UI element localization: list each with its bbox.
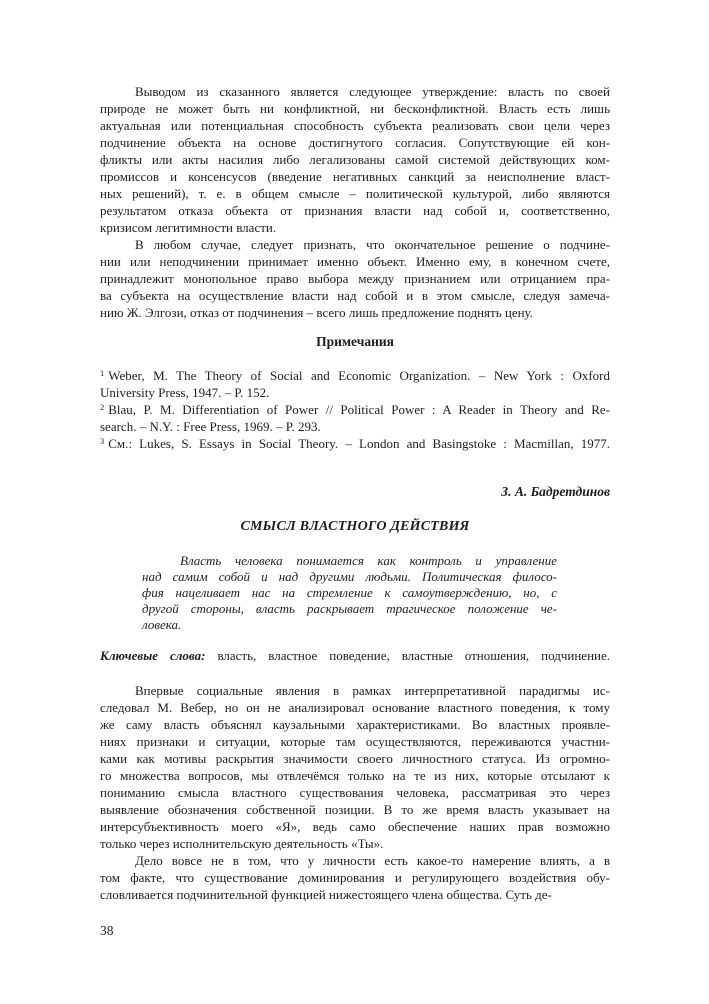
text-line: подчинение объекта на основе достигнутого согласия. Сопутствующие ей кон- <box>100 135 610 150</box>
paragraph <box>100 236 610 321</box>
keywords-label: Ключевые слова: <box>100 648 206 663</box>
text-line: ва субъекта на осуществление власти над собой и в этом смысле, следуя замеча- <box>100 288 610 303</box>
footnotes-section <box>100 367 610 452</box>
text-line: фликты или акты насилия либо легализованы самой системой действующих ком- <box>100 152 610 167</box>
text-line: пониманию смысла властного существования человека, рассматривая это через <box>100 785 610 800</box>
keywords-text: власть, властное поведение, властные отношения, подчинение. <box>217 648 611 663</box>
article-title: СМЫСЛ ВЛАСТНОГО ДЕЙСТВИЯ <box>240 519 470 534</box>
text-line: словливается подчинительной функцией нижестоящего члена общества. Суть де- <box>100 887 552 902</box>
text-line: В любом случае, следует признать, что окончательное решение о подчине- <box>135 237 610 252</box>
text-line: природе не может быть ни конфликтной, ни бесконфликтной. Власть есть лишь <box>100 101 610 116</box>
text-line: актуальная или потенциальная способность субъекта реализовать свои цели через <box>100 118 610 133</box>
footnote <box>100 401 610 435</box>
text-line: интерсубъективность моего «Я», ведь само обеспечение наших прав возможно <box>100 819 610 834</box>
text-line: нию Ж. Элгози, отказ от подчинения – всего лишь предложение поднять цену. <box>100 305 534 320</box>
footnote-line <box>100 367 610 384</box>
page-number: 38 <box>100 923 114 938</box>
abstract-line: фия нацеливает нас на стремление к самоутверждению, но, с <box>142 585 557 600</box>
text-line: го множества вопросов, мы отвлечёмся только на те из них, которые отсылают к <box>100 768 610 783</box>
author-name: З. А. Бадретдинов <box>501 484 610 499</box>
text-line: кризисом легитимности власти. <box>100 220 277 235</box>
abstract-line: другой стороны, власть раскрывает трагическое положение че- <box>142 601 557 616</box>
text-line: результатом отказа объекта от признания власти над собой и, соответственно, <box>100 203 610 218</box>
footnote <box>100 367 610 401</box>
footnote-text: См.: Lukes, S. Essays in Social Theory. – London and Basingstoke : Macmillan, 1977. <box>108 436 610 451</box>
text-line: том факте, что существование доминирования и регулирующего воздействия обу- <box>100 870 610 885</box>
text-line: ниях признаки и ситуации, которые там осуществляются, переживаются участни- <box>100 734 610 749</box>
paragraph <box>100 852 610 903</box>
footnote-line: University Press, 1947. – P. 152. <box>100 385 270 400</box>
paragraph <box>100 682 610 852</box>
footnote-text: Blau, P. M. Differentiation of Power // Political Power : A Reader in Theory and Re- <box>108 402 610 417</box>
keywords-line <box>100 647 610 664</box>
text-line: же саму власть объяснял каузальными характеристиками. Во властных проявле- <box>100 717 610 732</box>
footnote-line <box>100 401 610 418</box>
footnote-marker: 3 <box>100 436 105 446</box>
paragraph <box>100 83 610 236</box>
text-line: нии или неподчинении принимает именно объект. Именно ему, в конечном счете, <box>100 254 610 269</box>
footnote <box>100 435 610 452</box>
text-line: принадлежит монопольное право выбора между признанием или отрицанием пра- <box>100 271 610 286</box>
text-line: Дело вовсе не в том, что у личности есть какое-то намерение влиять, а в <box>135 853 610 868</box>
footnote-marker: 1 <box>100 368 105 378</box>
footnote-line: search. – N.Y. : Free Press, 1969. – P. 293. <box>100 419 321 434</box>
footnote-line <box>100 435 610 452</box>
footnote-marker: 2 <box>100 402 105 412</box>
text-line: Выводом из сказанного является следующее утверждение: власть по своей <box>135 84 610 99</box>
abstract-line: Власть человека понимается как контроль и управление <box>180 553 557 568</box>
abstract <box>142 553 557 633</box>
abstract-line: ловека. <box>142 617 182 632</box>
text-line: следовал М. Вебер, но он не анализировал основание властного поведения, к тому <box>100 700 610 715</box>
text-line: ных решений), т. е. в общем смысле – политической культурой, либо являются <box>100 186 610 201</box>
text-line: ками как мотивы раскрытия значимости своего личностного статуса. Из огромно- <box>100 751 610 766</box>
text-line: Впервые социальные явления в рамках интерпретативной парадигмы ис- <box>135 683 610 698</box>
notes-heading: Примечания <box>316 334 394 349</box>
abstract-line: над самим собой и над другими людьми. Политическая филосо- <box>142 569 557 584</box>
footnote-text: Weber, M. The Theory of Social and Economic Organization. – New York : Oxford <box>108 368 610 383</box>
text-line: только через исполнительскую деятельность «Ты». <box>100 836 384 851</box>
text-line: промиссов и консенсусов (введение негативных санкций за неисполнение власт- <box>100 169 610 184</box>
text-line: выявление обозначения собственной позиции. В то же время власть указывает на <box>100 802 610 817</box>
